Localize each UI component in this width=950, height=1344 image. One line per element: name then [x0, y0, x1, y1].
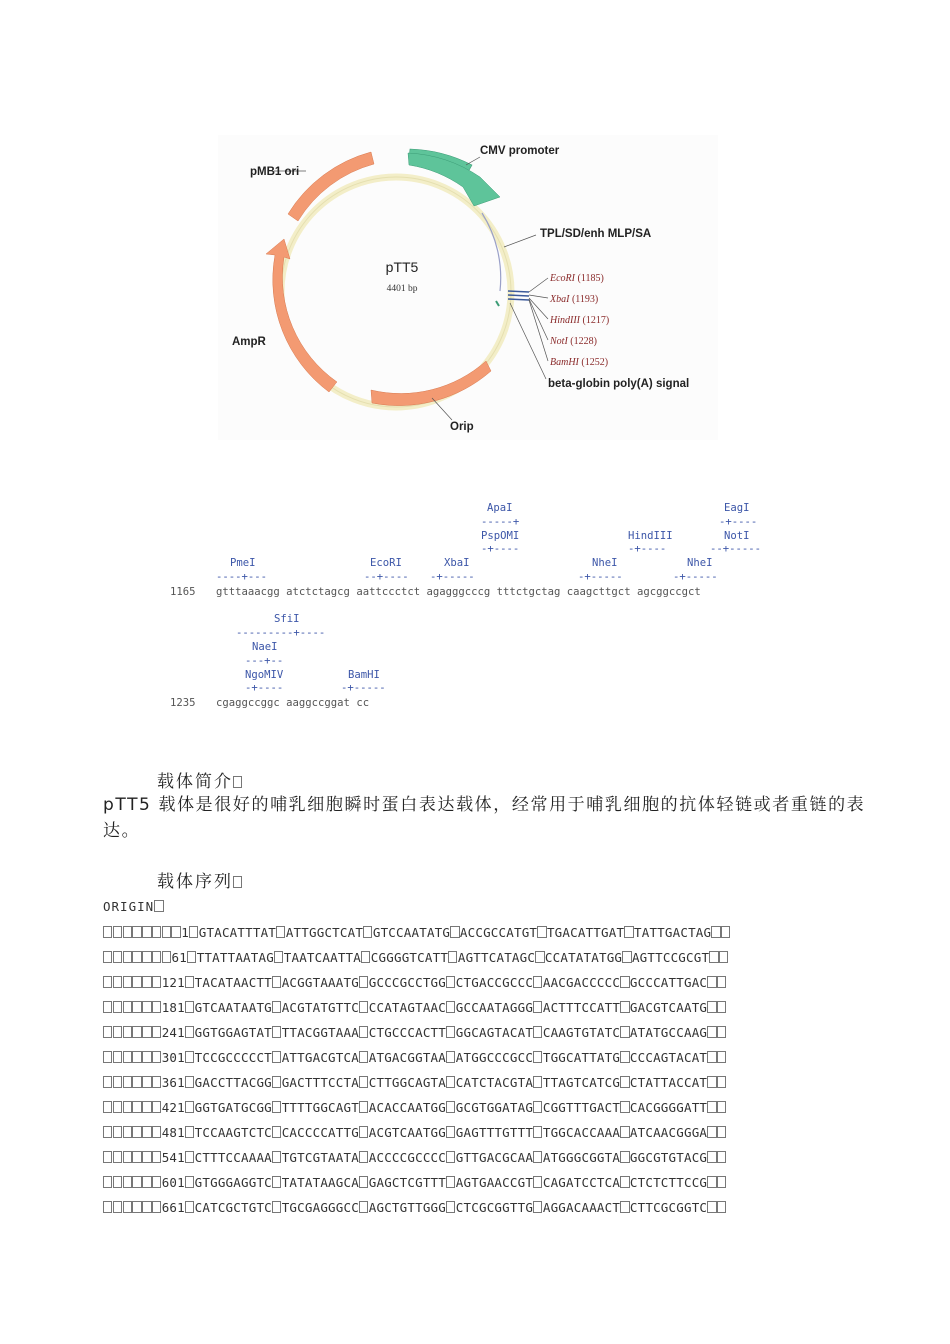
sequence-chunk: CCCAGTACAT — [629, 1050, 708, 1065]
sequence-chunk: CCATAGTAAC — [368, 1000, 447, 1015]
intro-heading — [157, 767, 243, 792]
sequence-chunk: AACGACCCCC — [542, 975, 621, 990]
sequence-row-number: 361 — [161, 1075, 185, 1090]
bar-hindiii: -+---- — [628, 543, 667, 555]
sequence-chunk: GTTGACGCAA — [455, 1150, 534, 1165]
sequence-row — [103, 950, 729, 968]
site-hindiii: HindIII (1217) — [550, 315, 610, 326]
sequence-row-number: 541 — [161, 1150, 185, 1165]
enzyme-eagi: EagI — [724, 502, 750, 514]
site-bamhi: BamHI (1252) — [550, 357, 609, 368]
sequence-chunk: TATTGACTAG — [634, 925, 712, 940]
sequence-chunk: TCCGCCCCCT — [194, 1050, 272, 1065]
sequence-chunk: CTCGCGGTTG — [455, 1200, 534, 1215]
bar-ngomiv: -+---- — [245, 682, 284, 694]
sequence-row-number: 481 — [161, 1125, 185, 1140]
sequence-chunk: CTTTCCAAAA — [194, 1150, 272, 1165]
sequence-row — [103, 1000, 727, 1018]
sequence-row — [103, 1125, 727, 1143]
sequence-row-number: 421 — [161, 1100, 185, 1115]
sequence-chunk: GAGCTCGTTT — [368, 1175, 447, 1190]
bar-noti: --+----- — [710, 543, 762, 555]
sequence-chunk: CTGACCGCCC — [455, 975, 534, 990]
sequence-chunk: ATTGGCTCAT — [285, 925, 364, 940]
sequence-chunk: ATCAACGGGA — [629, 1125, 708, 1140]
sequence-chunk: CGGGGTCATT — [370, 950, 449, 965]
bar-bamhi: -+----- — [341, 682, 386, 694]
sequence-chunk: CGGTTTGACT — [542, 1100, 621, 1115]
plasmid-map — [218, 135, 718, 440]
sequence-row — [103, 1200, 727, 1218]
sequence-chunk: CACGGGGATT — [629, 1100, 708, 1115]
bar-pmei: ----+--- — [216, 571, 268, 583]
sequence-chunk: ACGGTAAATG — [281, 975, 359, 990]
sequence-chunk: CTTCGCGGTC — [629, 1200, 708, 1215]
seq-row1-start: 1165 — [170, 586, 196, 598]
plasmid-size: 4401 bp — [386, 284, 418, 294]
ampr-label: AmpR — [232, 336, 266, 348]
sequence-chunk: CATCGCTGTC — [194, 1200, 272, 1215]
enzyme-naei: NaeI — [252, 641, 278, 653]
enzyme-hindiii: HindIII — [628, 530, 673, 542]
sequence-chunk: GTCAATAATG — [194, 1000, 272, 1015]
sequence-row-number: 241 — [161, 1025, 185, 1040]
sequence-chunk: TGGCATTATG — [542, 1050, 621, 1065]
sequence-chunk: CCATATATGG — [544, 950, 623, 965]
sequence-chunk: ACGTATGTTC — [281, 1000, 359, 1015]
sequence-chunk: TGTCGTAATA — [281, 1150, 359, 1165]
sequence-chunk: CAAGTGTATC — [542, 1025, 621, 1040]
sequence-chunk: ACGTCAATGG — [368, 1125, 447, 1140]
sequence-chunk: CATCTACGTA — [455, 1075, 534, 1090]
sequence-row — [103, 1075, 727, 1093]
enzyme-bamhi: BamHI — [348, 669, 380, 681]
sequence-row-number: 61 — [171, 950, 187, 965]
bar-eagi: -+---- — [719, 516, 758, 528]
bar-pspomi: -+---- — [481, 543, 520, 555]
seq-row1: gtttaaacgg atctctagcg aattccctct agagggcccg tttctgctag caagcttgct agcggccgct — [216, 586, 701, 598]
sequence-chunk: TTAGTCATCG — [542, 1075, 621, 1090]
restriction-map — [160, 495, 800, 720]
sequence-heading — [157, 867, 243, 892]
sequence-chunk: TAATCAATTA — [283, 950, 362, 965]
sequence-chunk: GGCGTGTACG — [629, 1150, 708, 1165]
sequence-chunk: ACCCCGCCCC — [368, 1150, 447, 1165]
sequence-chunk: AGTTCATAGC — [457, 950, 536, 965]
sequence-row — [103, 1100, 727, 1118]
tpl-label: TPL/SD/enh MLP/SA — [540, 228, 652, 240]
sequence-chunk: CTATTACCAT — [629, 1075, 708, 1090]
sequence-chunk: TGACATTGAT — [546, 925, 625, 940]
sequence-chunk: AGTTCCGCGT — [631, 950, 710, 965]
sequence-row — [103, 975, 727, 993]
seq-row2-start: 1235 — [170, 697, 196, 709]
bar-ecori: --+---- — [364, 571, 409, 583]
sequence-chunk: ATATGCCAAG — [629, 1025, 708, 1040]
intro-heading-text: 载体简介 — [157, 772, 233, 792]
sequence-row — [103, 1050, 727, 1068]
enzyme-apai: ApaI — [487, 502, 513, 514]
sequence-chunk: GACCTTACGG — [194, 1075, 272, 1090]
sequence-chunk: TGGCACCAAA — [542, 1125, 621, 1140]
intro-paragraph: pTT5 载体是很好的哺乳细胞瞬时蛋白表达载体，经常用于哺乳细胞的抗体轻链或者重链的表达。 — [103, 795, 866, 841]
sequence-heading-text: 载体序列 — [157, 872, 233, 892]
orip-label: Orip — [450, 421, 474, 433]
sequence-chunk: CACCCCATTG — [281, 1125, 359, 1140]
sequence-chunk: GGTGATGCGG — [194, 1100, 272, 1115]
sequence-chunk: GACTTTCCTA — [281, 1075, 359, 1090]
sequence-row — [103, 1025, 727, 1043]
sequence-chunk: AGCTGTTGGG — [368, 1200, 447, 1215]
sequence-row — [103, 925, 731, 943]
enzyme-sfii: SfiI — [274, 613, 300, 625]
sequence-chunk: TATATAAGCA — [281, 1175, 359, 1190]
sequence-chunk: CTTGGCAGTA — [368, 1075, 447, 1090]
sequence-row-number: 601 — [161, 1175, 185, 1190]
sequence-chunk: GTGGGAGGTC — [194, 1175, 272, 1190]
bar-xbai: -+----- — [430, 571, 475, 583]
sequence-row — [103, 1175, 727, 1193]
sequence-chunk: GAGTTTGTTT — [455, 1125, 534, 1140]
sequence-chunk: GGCAGTACAT — [455, 1025, 534, 1040]
sequence-chunk: CTGCCCACTT — [368, 1025, 447, 1040]
site-ecori: EcoRI (1185) — [550, 273, 604, 284]
sequence-chunk: ACTTTCCATT — [542, 1000, 621, 1015]
sequence-chunk: TCCAAGTCTC — [194, 1125, 272, 1140]
enzyme-nhei-2: NheI — [687, 557, 713, 569]
sequence-row-number: 181 — [161, 1000, 185, 1015]
plasmid-name: pTT5 — [385, 259, 419, 275]
enzyme-noti: NotI — [724, 530, 750, 542]
enzyme-xbai: XbaI — [444, 557, 470, 569]
sequence-chunk: AGGACAAACT — [542, 1200, 621, 1215]
sequence-chunk: GCCAATAGGG — [455, 1000, 534, 1015]
origin-label: ORIGIN — [103, 899, 164, 914]
sequence-row-number: 121 — [161, 975, 185, 990]
sequence-row-number: 301 — [161, 1050, 185, 1065]
bar-naei: ---+-- — [245, 655, 284, 667]
enzyme-ngomiv: NgoMIV — [245, 669, 284, 681]
bar-nhei-1: -+----- — [578, 571, 623, 583]
sequence-chunk: TTATTAATAG — [196, 950, 274, 965]
sequence-chunk: GCGTGGATAG — [455, 1100, 534, 1115]
sequence-chunk: ATGGCCCGCC — [455, 1050, 534, 1065]
seq-row2: cgaggccggc aaggccggat cc — [216, 697, 370, 709]
enzyme-pmei: PmeI — [230, 557, 256, 569]
sequence-chunk: ATGACGGTAA — [368, 1050, 447, 1065]
sequence-chunk: ATGGGCGGTA — [542, 1150, 621, 1165]
sequence-chunk: CTCTCTTCCG — [629, 1175, 708, 1190]
sequence-chunk: GACGTCAATG — [629, 1000, 708, 1015]
enzyme-ecori: EcoRI — [370, 557, 402, 569]
pmb1-ori-label: pMB1 ori — [250, 166, 300, 178]
bar-apai: -----+ — [481, 516, 520, 528]
sequence-chunk: TACATAACTT — [194, 975, 272, 990]
sequence-chunk: TGCGAGGGCC — [281, 1200, 359, 1215]
cmv-promoter-label: CMV promoter — [480, 145, 560, 157]
site-noti: NotI (1228) — [550, 336, 597, 347]
sequence-row — [103, 1150, 727, 1168]
sequence-row-number: 1 — [181, 925, 189, 940]
sequence-chunk: ACACCAATGG — [368, 1100, 447, 1115]
enzyme-pspomi: PspOMI — [481, 530, 520, 542]
sequence-chunk: GTACATTTAT — [198, 925, 277, 940]
sequence-chunk: CAGATCCTCA — [542, 1175, 621, 1190]
sequence-chunk: GCCCATTGAC — [629, 975, 708, 990]
sequence-chunk: ATTGACGTCA — [281, 1050, 359, 1065]
bar-nhei-2: -+----- — [673, 571, 718, 583]
sequence-chunk: TTACGGTAAA — [281, 1025, 359, 1040]
enzyme-nhei-1: NheI — [592, 557, 618, 569]
sequence-chunk: ACCGCCATGT — [459, 925, 538, 940]
site-xbai: XbaI (1193) — [550, 294, 599, 305]
sequence-chunk: GTCCAATATG — [372, 925, 451, 940]
sequence-row-number: 661 — [161, 1200, 185, 1215]
bar-sfii: ---------+---- — [236, 627, 326, 639]
sequence-chunk: TTTTGGCAGT — [281, 1100, 359, 1115]
sequence-chunk: GCCCGCCTGG — [368, 975, 447, 990]
sequence-chunk: AGTGAACCGT — [455, 1175, 534, 1190]
beta-globin-label: beta-globin poly(A) signal — [548, 378, 690, 390]
sequence-chunk: GGTGGAGTAT — [194, 1025, 272, 1040]
